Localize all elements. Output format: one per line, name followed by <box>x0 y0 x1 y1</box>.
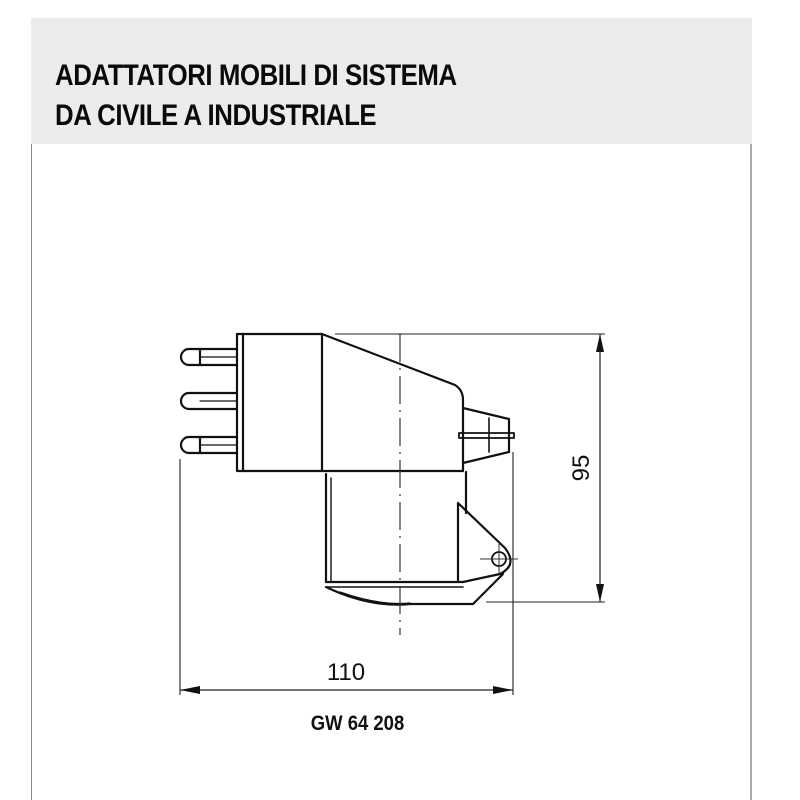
hinge-crosshair <box>480 544 518 573</box>
height-dimension-label: 95 <box>568 454 595 482</box>
dimension-width <box>180 659 513 694</box>
plug-body <box>237 334 463 471</box>
plug-pins <box>181 349 237 453</box>
socket-body <box>326 472 510 605</box>
title-line-1: ADATTATORI MOBILI DI SISTEMA <box>55 59 457 92</box>
title-line-2: DA CIVILE A INDUSTRIALE <box>55 99 377 132</box>
width-dimension-label: 110 <box>326 659 366 686</box>
cable-gland <box>459 408 514 463</box>
dimension-height <box>568 334 604 602</box>
product-code: GW 64 208 <box>310 712 405 735</box>
